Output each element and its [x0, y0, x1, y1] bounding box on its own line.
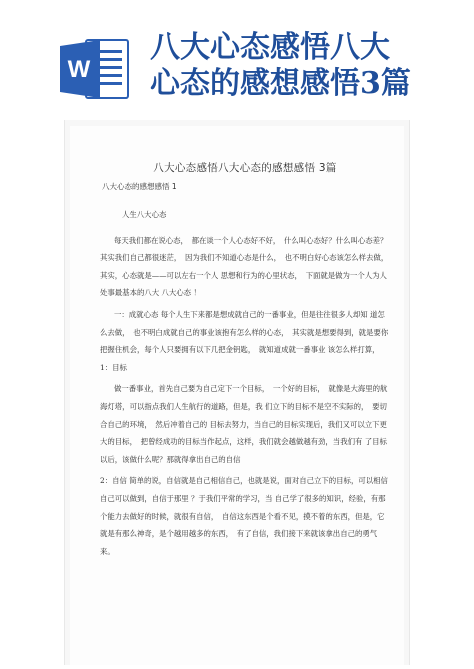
- title-line-1: 八大心态感悟八大: [150, 30, 390, 65]
- document-body: [100, 160, 390, 564]
- word-document-icon: [60, 38, 130, 100]
- section-heading: 人生八大心态: [122, 210, 167, 219]
- title-line-2: 心态的感想感悟3篇: [150, 66, 411, 101]
- document-subtitle: 八大心态的感想感悟 1: [102, 182, 177, 191]
- paragraph: 每天我们都在说心态， 都在谈一个人心态好不好， 什么叫心态好？什么叫心态差？其实我们自己都很迷茫， 因为我们不知道心态是什么， 也不明白好心态该怎么样去做， 其实，心态就是——可以左右一个人 思想和行为的心里状态， 下面就是做为一个人为人处事最基本的八大 八大心态 ！: [100, 235, 392, 298]
- word-logo-letter: W: [67, 56, 91, 83]
- paragraph: 一：成就心态 每个人生下来都是想成就自己的一番事业，但是往往很多人却知 道怎么去做， 也不明白成就自己的事业该抱有怎么样的心态， 其实就是想要得到，就是要你把握住机会，每个人只要拥有以下几把金钥匙， 就知道成就一番事业 该怎么样打算， 1：目标: [100, 309, 389, 372]
- header-banner: [0, 0, 474, 118]
- page-title: [150, 30, 468, 102]
- document-title: 八大心态感悟八大心态的感想感悟 3篇: [153, 162, 337, 174]
- paragraph: 2：自信 简单的说，自信就是自己相信自己，也就是说，面对自己立下的目标，可以相信自己可以做到，自信于那里 ？于我们平常的学习，当 自己学了很多的知识，经验，有那个能力去做好的时候，就很有自信， 自信这东西是个看不见，摸不着的东西，但是，它就是有那么神奇，是个越用越多的东西， 有了自信，我们接下来就该拿出自己的勇气来。: [100, 476, 388, 556]
- paragraph: 做一番事业，首先自己要为自己定下一个目标， 一个好的目标， 就像是大海里的航海灯塔，可以指点我们人生航行的道路，但是，我 们立下的目标不是空不实际的， 要切合自己的环境， 然后冲着自己的 目标去努力，当自己的目标实现后，我们又可以立下更大的目标， 把曾经成功的目标当作起点，这样，我们就会越做越有劲，当我们有 了目标以后，该做什么呢？那就得拿出自己的自信: [100, 384, 388, 464]
